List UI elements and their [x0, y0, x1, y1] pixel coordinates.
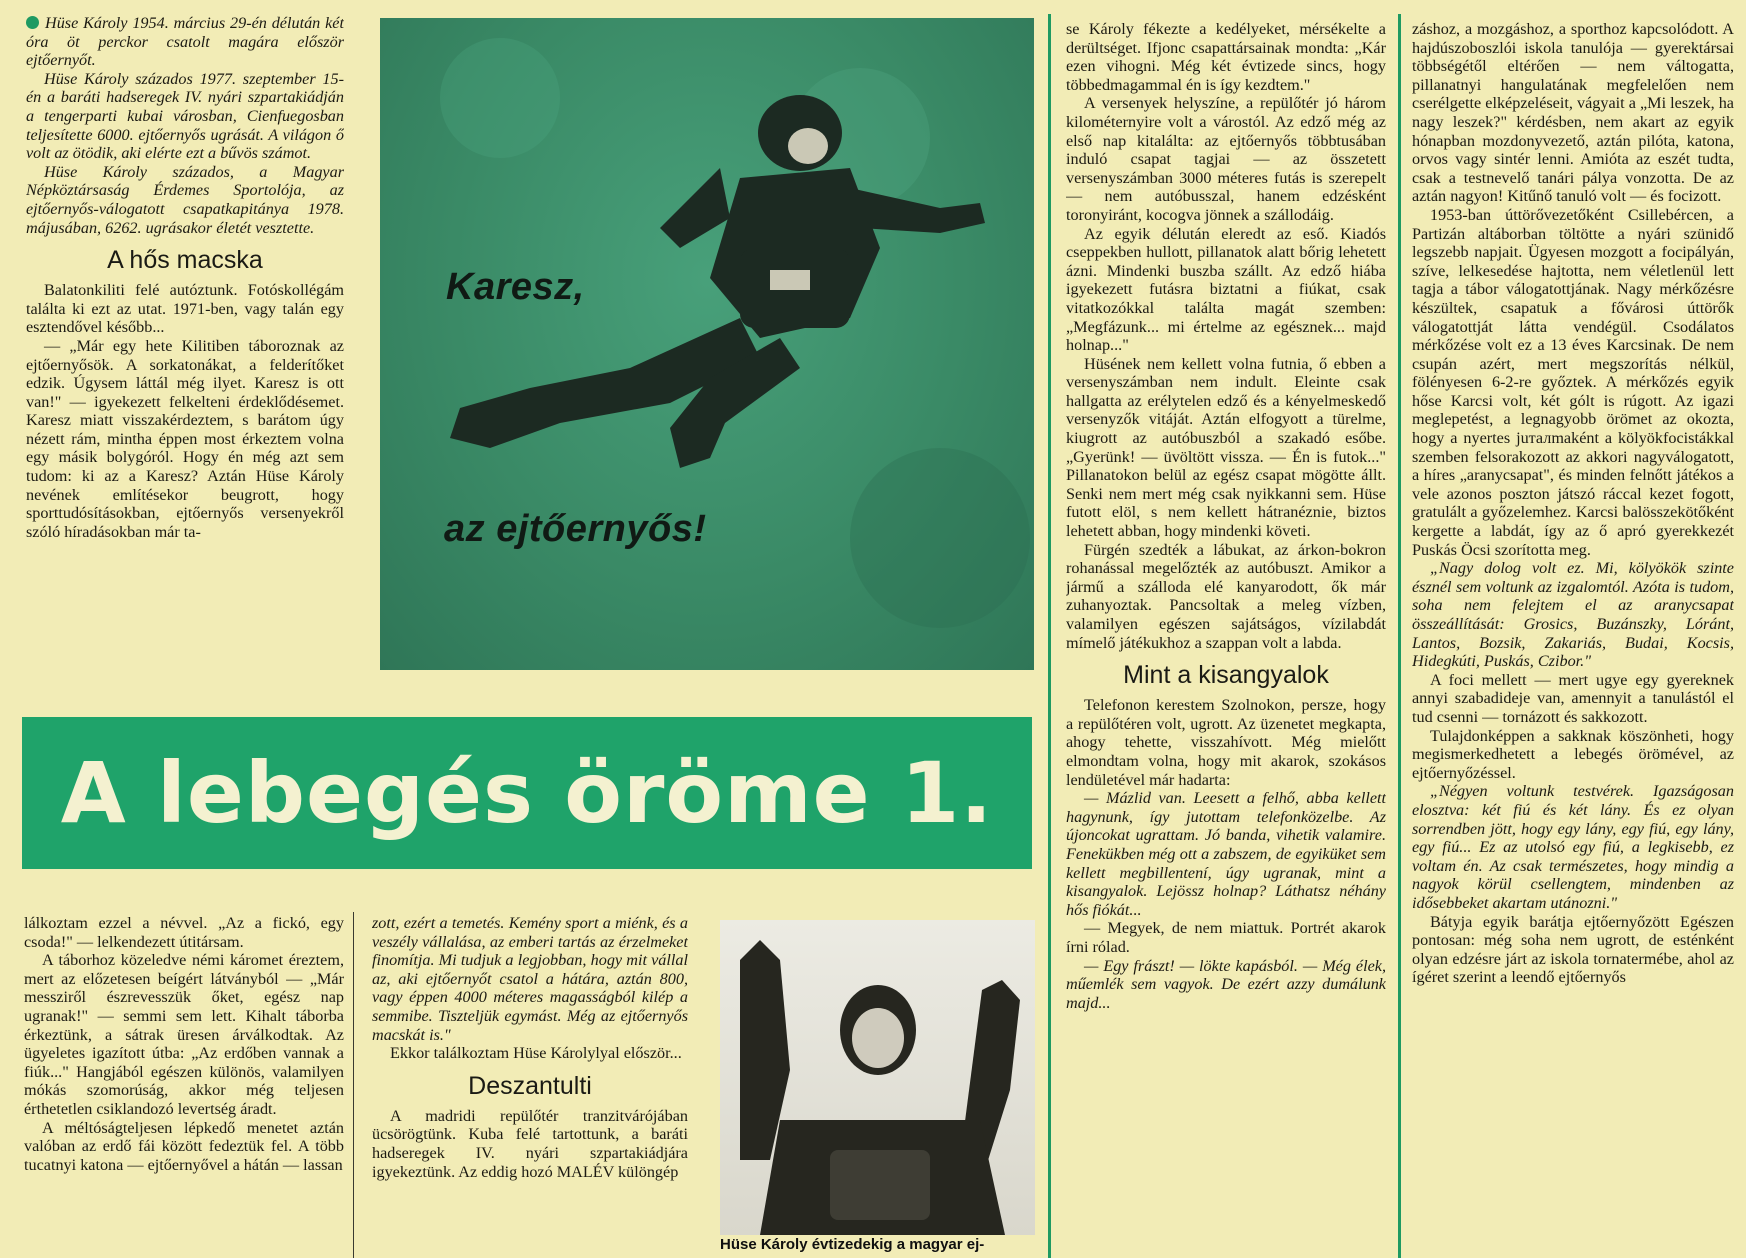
photo-caption-top: Karesz, — [446, 266, 585, 308]
column-divider-green-1 — [1048, 14, 1051, 1258]
parachutist-photo — [380, 18, 1034, 670]
column-divider-green-2 — [1398, 14, 1401, 1258]
col1-paragraph-1: Balatonkiliti felé autóztunk. Fotóskollégám találta ki ezt az utat. 1971-ben, vagy talán egy esztendővel később... — [26, 281, 344, 337]
portrait-figure — [720, 920, 1035, 1235]
headline-banner — [22, 717, 1032, 869]
col2-paragraph-2: A táborhoz közeledve némi káromet éreztem, mert az előzetesen beígért látványból — „Már messziről észrevesszük őket, egész nap ugranak!" — semmi sem lett. Kihalt táborba érkeztünk, a sátrak üresen árválkodtak. Az ügyeletes igazított útba: „Az erdőben vannak a fiúk..." Hangjából egészen különös, valamilyen mókás szomorúság, akkor még teljesen érthetetlen csiklandozó levertség áradt. — [24, 951, 344, 1118]
parachutist-figure — [380, 18, 1034, 670]
intro-paragraph-3: Hüse Károly százados, a Magyar Népköztársaság Érdemes Sportolója, az ejtőernyős-válogatott csapatkapitánya 1978. májusában, 6262. ugrásakor életét vesztette. — [26, 162, 344, 237]
col3-paragraph-1: zott, ezért a temetés. Kemény sport a miénk, és a veszély vállalása, az emberi tartás az érzelmeket finomítja. Mi tudjuk a legjobban, hogy mit vállal az, aki ejtőernyőt csatol a hátára, aztán 800, vagy éppen 4000 méteres magasságból kilép a semmibe. Tiszteljük egymást. Még az ejtőernyős macskát is." — [372, 914, 688, 1044]
col4-paragraph-1: se Károly fékezte a kedélyeket, mérsékelte a derültséget. Ifjonc csapattársainak mondta: „Kár ezen vihogni. Még két évtizede sincs, hogy többedmagammal én is így kezdtem." — [1066, 20, 1386, 94]
headline-title: A lebegés öröme 1. — [60, 744, 994, 842]
col5-paragraph-4: A foci mellett — mert ugye egy gyereknek annyi szabadideje van, amennyit a tanulástól el tud csenni — tornázott és sakkozott. — [1412, 670, 1734, 726]
col5-paragraph-2: 1953-ban úttörővezetőként Csillebércen, a Partizán altáborban töltötte a nyári szünidő legszebb napjait. Ügyesen mozgott a focipályán, szíve, lelkesedése hajtotta, nem véletlenül lett tagja a tábor válogatottjának. Nagy mérkőzésre készültek, csapatuk a fővárosi úttörők válogatottját látta vendégül. Csodálatos mérkőzése volt ez a 13 éves Karcsinak. De nem csupán azért, mert megszorítás nélkül, fölényesen 6-2-re győztek. A mérkőzés egyik hőse Karcsi volt, két gólt is rúgott. Az igazi meglepetést, a legnagyobb örömet az okozta, hogy a nyertes juталmaként a kölyökfocistákkal szemben felsorakozott az akkori nagyválogatott, a híres „aranycsapat", és minden felnőtt játékos a vele azonos poszton játszó ráccal kezet fogott, gratulált a győzelemhez. Karcsi balösszekötőként kergette a labdát, így az ő apró gyerekkezét Puskás Öcsi szorította meg. — [1412, 205, 1734, 559]
col2-paragraph-3: A méltóságteljesen lépkedő menetet aztán valóban az erdő fái között fedeztük fel. A több tucatnyi katona — ejtőernyővel a hátán — lassan — [24, 1118, 344, 1174]
col4-paragraph-5: Fürgén szedték a lábukat, az árkon-bokron rohanással megelőzték az autóbuszt. Amikor a jármű a szálloda elé kanyarodott, ők már zuhanyoztak. Pancsoltak a meleg vízben, valamilyen egészen sajátságos, vízilabdát mímelő játékukhoz a szappan volt a labda. — [1066, 540, 1386, 652]
col5-paragraph-5: Tulajdonképpen a sakknak köszönheti, hogy megismerkedhetett a lebegés örömével, az ejtőernyőzéssel. — [1412, 726, 1734, 782]
column-4 — [1066, 20, 1386, 1258]
column-1 — [26, 14, 344, 674]
col4-paragraph-9: — Egy frászt! — lökte kapásból. — Még élek, műemlék sem vagyok. De ezért azzy dumálunk majd... — [1066, 956, 1386, 1012]
column-2 — [24, 914, 344, 1258]
portrait-caption: Hüse Károly évtizedekig a magyar ej- — [720, 1236, 985, 1253]
col5-paragraph-3: „Nagy dolog volt ez. Mi, kölyökök szinte észnél sem voltunk az izgalomtól. Azóta is tudom, soha nem felejtem el az aranycsapat összeállítását: Grosics, Buzánszky, Lóránt, Lantos, Bozsik, Zakariás, Budai, Kocsis, Hidegkúti, Puskás, Czibor." — [1412, 559, 1734, 671]
bullet-icon — [26, 16, 39, 29]
section-heading-hos-macska: A hős macska — [107, 246, 263, 275]
col3-paragraph-2: Ekkor találkoztam Hüse Károlylyal először... — [390, 1044, 682, 1063]
col2-paragraph-1: lálkoztam ezzel a névvel. „Az a fickó, egy csoda!" — lelkendezett útitársam. — [24, 914, 344, 951]
col4-paragraph-7: — Mázlid van. Leesett a felhő, abba kellett hagynunk, így jutottam telefonközelbe. Az újoncokat ugrattam. Jó banda, vihetik valamire. Fenekükben még ott a zabszem, de egyiküket sem kellett megbillentení, úgy ugranak, mint a kisangyalok. Lejössz holnap? Láthatsz néhány hős fiókát... — [1066, 789, 1386, 919]
col4-paragraph-2: A versenyek helyszíne, a repülőtér jó három kilométernyire volt a várostól. Az edző még az első nap kitalálta: az ejtőernyős többtusában induló csapat tagjai — az összetett versenyszámban 3000 méteres futás is szerepelt — nem autóbusszal, hanem edzésként toronyiránt, kocogva jönnek a szállodáig. — [1066, 94, 1386, 224]
col4-paragraph-6: Telefonon kerestem Szolnokon, persze, hogy a repülőtéren volt, ugrott. Az üzenetet megkapta, ahogy tehette, visszahívott. Még mielőtt elmondtam volna, hogy mit akarok, szokásos lendületével már hadarta: — [1066, 696, 1386, 789]
intro-paragraph-2: Hüse Károly százados 1977. szeptember 15-én a baráti hadseregek IV. nyári szpartakiádján a tengerparti kubai városban, Cienfuegosban teljesítette 6000. ejtőernyős ugrását. A világon ő volt az ötödik, aki elérte ezt a bűvös számot. — [26, 69, 344, 163]
section-heading-deszantulti: Deszantulti — [468, 1071, 592, 1100]
col4-paragraph-3: Az egyik délután eleredt az eső. Kiadós cseppekben hullott, pillanatok alatt bőrig lehetett ázni. Mindenki buszba szállt. Az edző hiába igyekezett futásra biztatni a fiúkat, csak vitatkozókkal találta magát szemben: „Megfázunk... mi értelme az egésznek... majd holnap..." — [1066, 224, 1386, 355]
column-divider-thin — [353, 912, 354, 1258]
col3-paragraph-3: A madridi repülőtér tranzitvárójában ücsörögtünk. Kuba felé tartottunk, a baráti hadseregek IV. nyári szpartakiádjára igyekeztünk. Az eddig hozó MALÉV különgép — [372, 1106, 688, 1181]
section-heading-mint-a-kisangyalok: Mint a kisangyalok — [1123, 661, 1329, 690]
portrait-photo — [720, 920, 1035, 1235]
col4-paragraph-8: — Megyek, de nem miattuk. Portrét akarok írni rólad. — [1066, 919, 1386, 956]
col4-paragraph-4: Hüsének nem kellett volna futnia, ő ebben a versenyszámban nem indult. Eleinte csak hallgatta az erélytelen edző és a kényelmeskedő versenyzők vitáját. Aztán elfogyott a türelme, kiugrott az autóbuszból a szakadó esőbe. „Gyerünk! — üvöltött vissza. — Én is futok..." Pillanatokon belül az egész csapat mögötte állt. Senki nem mert még csak nyikkanni sem. Hüse futott elöl, s nem kellett hátranéznie, biztos lehetett abban, hogy mindenki követi. — [1066, 354, 1386, 541]
col5-paragraph-7: Bátyja egyik barátja ejtőernyőzött Egészen pontosan: még soha nem ugrott, de esténként olyan edzésre járt az iskola tornatermébe, ahol az ígéret szerint a leendő ejtőernyős — [1412, 912, 1734, 987]
col5-paragraph-6: „Négyen voltunk testvérek. Igazságosan elosztva: két fiú és két lány. És ez olyan sorrendben jött, hogy egy lány, egy fiú, egy lány, egy fiú... Ez az utolsó egy fiú, a legkisebb, ez voltam én. Az csak természetes, hogy mindig a nagyok körül csellengtem, mindenben az idősebbeket akartam utánozni." — [1412, 782, 1734, 912]
column-3 — [372, 914, 688, 1258]
photo-caption-bottom: az ejtőernyős! — [444, 508, 707, 550]
column-5 — [1412, 20, 1734, 1258]
intro-paragraph-1: Hüse Károly 1954. március 29-én délután két óra öt perckor csatolt magára először ejtőernyőt. — [26, 14, 344, 70]
col1-paragraph-2: — „Már egy hete Kilitiben táboroznak az ejtőernyősök. A sorkatonákat, a felderítőket edzik. Úgysem láttál még ilyet. Karesz is ott van!" — igyekezett felkelteni érdeklődésemet. Karesz miatt visszakérdeztem, s barátom úgy nézett rám, mintha éppen most érkeztem volna egy másik bolygóról. Hogy én még azt sem tudom: ki az a Karesz? Aztán Hüse Károly nevének említésekor beugrott, hogy sporttudósításokban, ejtőernyős versenyekről szóló híradásokban már ta- — [26, 336, 344, 541]
col5-paragraph-1: záshoz, a mozgáshoz, a sporthoz kapcsolódott. A hajdúszoboszlói iskola tanulója — gyerektársai többségétől eltérően — nem váltogatta, pillanatnyi hangulatának megfelelően nem cserélgette elképzeléseit, vágyait a „Mi leszek, ha nagy leszek?" kérdésben, nem akart az egyik hónapban mozdonyvezető, aztán pilóta, katona, orvos vagy sintér lenni. Amióta az eszét tudta, csak a testnevelő tanári pálya vonzotta. De az aztán nagyon! Kitűnő tanuló volt — és focizott. — [1412, 20, 1734, 206]
